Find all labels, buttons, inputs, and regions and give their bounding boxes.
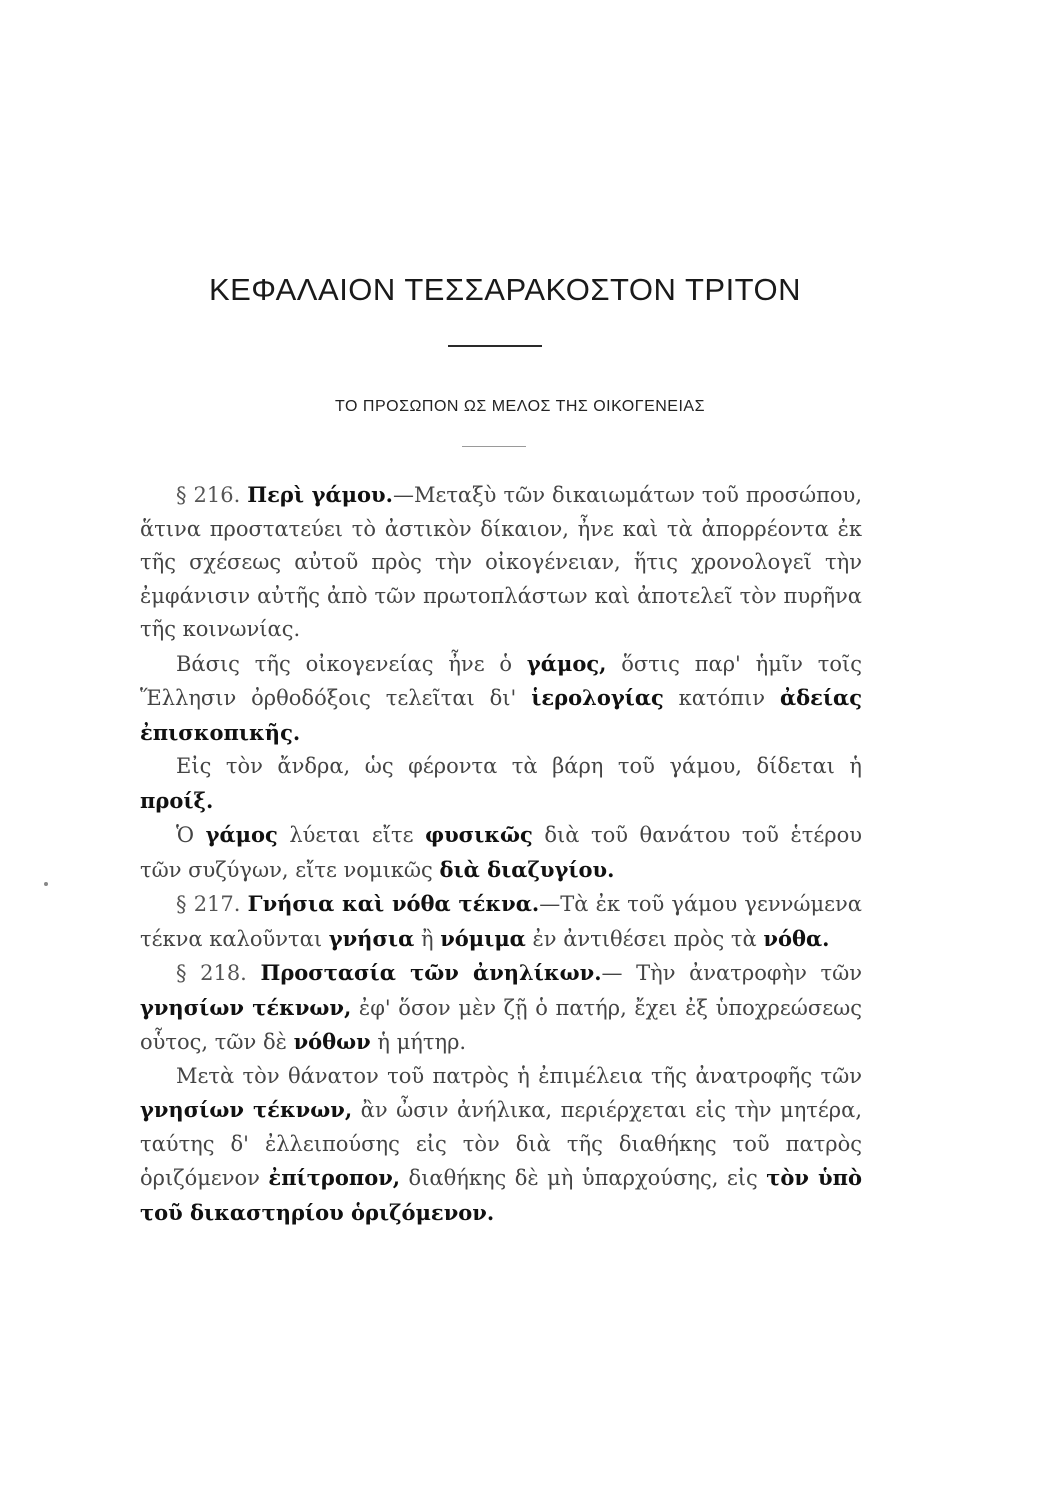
text-run: ἡ μήτηρ. — [370, 1030, 467, 1054]
emphasis-term: ἱερολογίας — [531, 685, 664, 710]
emphasis-term: γάμος — [205, 822, 278, 847]
text-run: — Τὴν ἀνατροφὴν τῶν — [601, 961, 863, 985]
emphasis-term: γάμος, — [526, 650, 607, 676]
text-run: Βάσις τῆς οἰκογενείας ἦνε ὁ — [176, 651, 527, 676]
text-run: ὅστις παρ' ἡμῖν τοῖς Ἕλλησιν ὀρθοδόξοις τελεῖται δι' — [140, 651, 862, 710]
emphasis-term: γνησίων τέκνων, — [140, 1097, 353, 1122]
text-run: λύεται εἴτε — [277, 823, 426, 847]
paragraph-dissolution — [140, 818, 862, 887]
paper-speck — [44, 882, 48, 886]
emphasis-term: νόθων — [293, 1029, 371, 1054]
section-number: § 218. — [176, 961, 247, 985]
text-run: Εἰς τὸν ἄνδρα, ὡς φέροντα τὰ βάρη τοῦ γάμου, δίδεται ἡ — [176, 754, 862, 778]
text-run: κατόπιν — [663, 686, 780, 710]
emphasis-term: φυσικῶς — [425, 822, 533, 847]
text-run: ἐν ἀντιθέσει πρὸς τὰ — [525, 926, 764, 951]
emphasis-term: νόθα. — [763, 925, 830, 951]
emphasis-term: ἐπίτροπον, — [268, 1165, 401, 1190]
emphasis-term: νόμιμα — [440, 925, 526, 951]
section-heading: Περὶ γάμου. — [247, 482, 393, 507]
text-run: διὰ τοῦ θανάτου τοῦ ἑτέρου τῶν συζύγων, εἴτε νομικῶς — [140, 823, 863, 882]
text-run: ἢ — [414, 926, 441, 951]
emphasis-term: γνήσια — [328, 925, 415, 951]
emphasis-term: τὸν ὑπὸ τοῦ δικαστηρίου ὁριζόμενον. — [140, 1165, 862, 1225]
chapter-subtitle: ΤΟ ΠΡΟΣΩΠΟΝ ΩΣ ΜΕΛΟΣ ΤΗΣ ΟΙΚΟΓΕΝΕΙΑΣ — [335, 398, 705, 415]
section-heading: Γνήσια καὶ νόθα τέκνα. — [247, 891, 540, 916]
paragraph-dowry — [140, 750, 862, 818]
text-run: ἐφ' ὅσον μὲν ζῇ ὁ πατήρ, ἔχει ἐξ ὑποχρεώσεως οὗτος, τῶν δὲ — [140, 995, 863, 1054]
paragraph-section-216 — [140, 478, 862, 647]
chapter-title: ΚΕΦΑΛΑΙΟΝ ΤΕΣΣΑΡΑΚΟΣΤΟΝ ΤΡΙΤΟΝ — [208, 272, 802, 307]
text-run: Μετὰ τὸν θάνατον τοῦ πατρὸς ἡ ἐπιμέλεια τῆς ἀνατροφῆς τῶν — [176, 1063, 862, 1088]
title-divider — [448, 345, 542, 347]
section-number: § 217. — [176, 892, 241, 916]
paragraph-text: —Μεταξὺ τῶν δικαιωμάτων τοῦ προσώπου, ἅτινα προστατεύει τὸ ἀστικὸν δίκαιον, ἦνε καὶ τὰ ἀπορρέοντα ἐκ τῆς σχέσεως αὐτοῦ πρὸς τὴν οἰκογένειαν, ἥτις χρονολογεῖ τὴν ἐμφάνισιν αὐτῆς ἀπὸ τῶν πρωτοπλάστων καὶ ἀποτελεῖ τὸν πυρῆνα τῆς κοινωνίας. — [140, 483, 863, 641]
text-run: διαθήκης δὲ μὴ ὑπαρχούσης, εἰς — [400, 1166, 767, 1190]
paragraph-guardianship — [140, 1060, 862, 1231]
subtitle-divider — [462, 446, 526, 447]
paragraph-section-218 — [140, 956, 862, 1060]
text-run: ἂν ὦσιν ἀνήλικα, περιέρχεται εἰς τὴν μητέρα, ταύτης δ' ἐλλειπούσης εἰς τὸν διὰ τῆς διαθήκης τοῦ πατρὸς ὁριζόμενον — [140, 1098, 862, 1190]
paragraph-section-217 — [140, 887, 862, 956]
emphasis-term: διὰ διαζυγίου. — [439, 856, 615, 882]
text-run: Ὁ — [176, 823, 206, 847]
section-heading: Προστασία τῶν ἀνηλίκων. — [260, 960, 602, 985]
chapter-body — [140, 478, 862, 1230]
paragraph-marriage-basis — [140, 647, 862, 751]
emphasis-term: ἀδείας ἐπισκοπικῆς. — [140, 685, 862, 745]
emphasis-term: γνησίων τέκνων, — [140, 994, 352, 1020]
section-number: § 216. — [176, 483, 241, 507]
text-run: —Τὰ ἐκ τοῦ γάμου γεννώμενα τέκνα καλοῦνται — [140, 892, 862, 951]
emphasis-term: προίξ. — [140, 787, 214, 813]
